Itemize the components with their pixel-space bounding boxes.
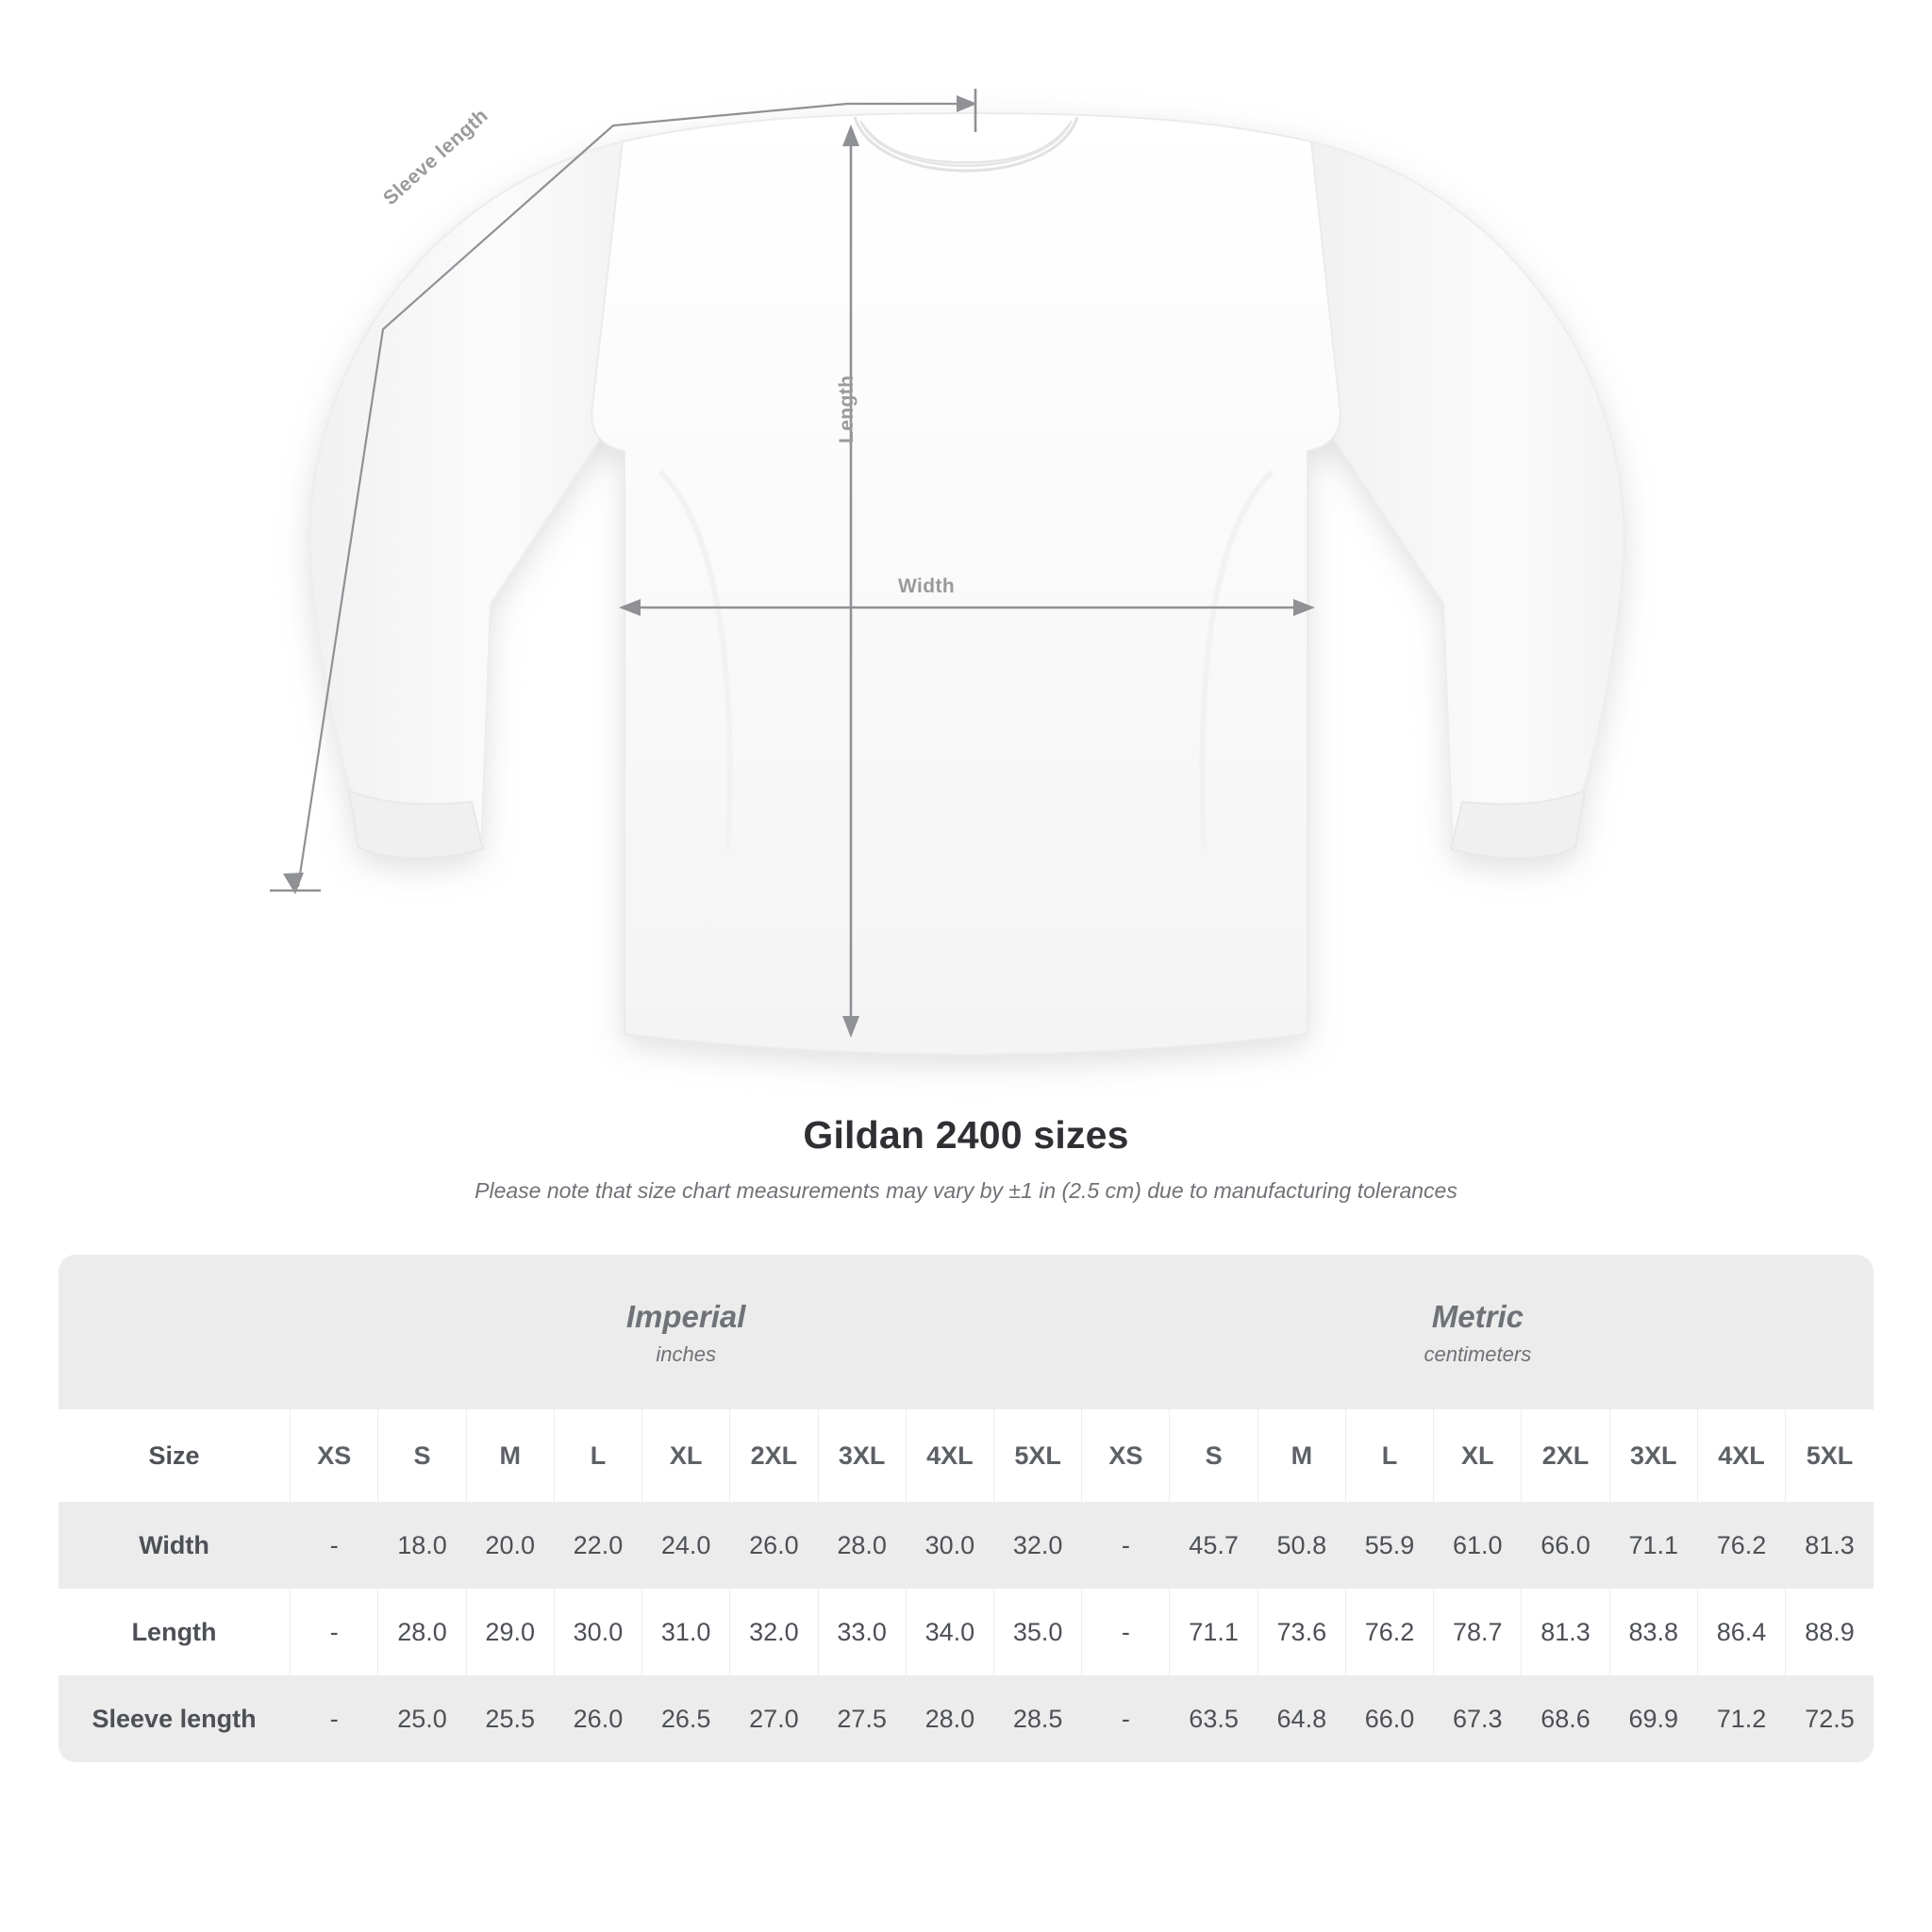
- size-header-cell-metric: 2XL: [1522, 1409, 1609, 1502]
- unit-group-sub: inches: [656, 1341, 716, 1366]
- measurement-cell-imperial: -: [291, 1589, 378, 1675]
- size-header-cell-metric: M: [1257, 1409, 1345, 1502]
- measurement-cell-imperial: 27.5: [818, 1675, 906, 1762]
- measurement-cell-metric: 71.2: [1697, 1675, 1785, 1762]
- measurement-cell-metric: 76.2: [1345, 1589, 1433, 1675]
- size-header-cell-imperial: 3XL: [818, 1409, 906, 1502]
- size-header-cell-metric: XL: [1434, 1409, 1522, 1502]
- size-header-row: [58, 1409, 1874, 1502]
- measurement-cell-imperial: 32.0: [994, 1502, 1082, 1589]
- measurement-cell-metric: 71.1: [1609, 1502, 1697, 1589]
- size-header-cell-imperial: XL: [642, 1409, 730, 1502]
- measurement-cell-imperial: 30.0: [554, 1589, 641, 1675]
- measurement-cell-imperial: 34.0: [906, 1589, 993, 1675]
- unit-group-header: [291, 1255, 1082, 1409]
- size-header-cell-metric: S: [1170, 1409, 1257, 1502]
- measurement-cell-metric: 81.3: [1786, 1502, 1874, 1589]
- measurement-cell-imperial: 31.0: [642, 1589, 730, 1675]
- measurement-cell-imperial: 29.0: [466, 1589, 554, 1675]
- measurement-cell-imperial: 35.0: [994, 1589, 1082, 1675]
- measurement-cell-imperial: 26.0: [554, 1675, 641, 1762]
- measurement-cell-imperial: 26.5: [642, 1675, 730, 1762]
- measurement-cell-imperial: -: [291, 1502, 378, 1589]
- size-header-cell-imperial: 5XL: [994, 1409, 1082, 1502]
- size-header-cell-metric: 3XL: [1609, 1409, 1697, 1502]
- measurement-cell-metric: 73.6: [1257, 1589, 1345, 1675]
- unit-group-sub: centimeters: [1424, 1341, 1532, 1366]
- size-header-cell-metric: 4XL: [1697, 1409, 1785, 1502]
- measurement-cell-metric: 64.8: [1257, 1675, 1345, 1762]
- size-header-label: Size: [58, 1409, 291, 1502]
- size-header-cell-imperial: 4XL: [906, 1409, 993, 1502]
- unit-header-blank: [58, 1255, 291, 1409]
- size-header-cell-metric: L: [1345, 1409, 1433, 1502]
- measurement-cell-metric: 66.0: [1345, 1675, 1433, 1762]
- title-block: [0, 1113, 1932, 1204]
- measurement-cell-imperial: -: [291, 1675, 378, 1762]
- measurement-cell-imperial: 24.0: [642, 1502, 730, 1589]
- measurement-label: Length: [58, 1589, 291, 1675]
- table-row: [58, 1589, 1874, 1675]
- measurement-cell-imperial: 26.0: [730, 1502, 818, 1589]
- measurement-cell-metric: 86.4: [1697, 1589, 1785, 1675]
- size-header-cell-imperial: S: [378, 1409, 466, 1502]
- size-header-cell-metric: XS: [1082, 1409, 1170, 1502]
- size-header-cell-imperial: XS: [291, 1409, 378, 1502]
- length-dimension-label: Length: [836, 375, 858, 443]
- measurement-cell-imperial: 32.0: [730, 1589, 818, 1675]
- size-header-cell-imperial: M: [466, 1409, 554, 1502]
- measurement-cell-imperial: 18.0: [378, 1502, 466, 1589]
- measurement-cell-metric: 63.5: [1170, 1675, 1257, 1762]
- measurement-cell-metric: 45.7: [1170, 1502, 1257, 1589]
- measurement-cell-metric: 50.8: [1257, 1502, 1345, 1589]
- measurement-cell-imperial: 22.0: [554, 1502, 641, 1589]
- measurement-label: Sleeve length: [58, 1675, 291, 1762]
- unit-group-name: Metric: [1431, 1299, 1524, 1335]
- measurement-cell-metric: 81.3: [1522, 1589, 1609, 1675]
- size-table: [58, 1255, 1874, 1762]
- measurement-cell-imperial: 25.0: [378, 1675, 466, 1762]
- table-row: [58, 1675, 1874, 1762]
- measurement-cell-metric: -: [1082, 1502, 1170, 1589]
- measurement-cell-metric: 69.9: [1609, 1675, 1697, 1762]
- measurement-label: Width: [58, 1502, 291, 1589]
- shirt-shape: [309, 113, 1624, 1055]
- measurement-cell-metric: 72.5: [1786, 1675, 1874, 1762]
- measurement-cell-metric: 83.8: [1609, 1589, 1697, 1675]
- size-header-cell-imperial: L: [554, 1409, 641, 1502]
- sleeve-length-dimension-label: Sleeve length: [379, 104, 492, 210]
- measurement-cell-imperial: 25.5: [466, 1675, 554, 1762]
- measurement-cell-metric: 67.3: [1434, 1675, 1522, 1762]
- tolerance-note: Please note that size chart measurements may vary by ±1 in (2.5 cm) due to manufacturing tolerances: [475, 1178, 1457, 1203]
- measurement-cell-metric: 66.0: [1522, 1502, 1609, 1589]
- measurement-cell-imperial: 20.0: [466, 1502, 554, 1589]
- table-row: [58, 1502, 1874, 1589]
- size-table-wrapper: [58, 1255, 1874, 1762]
- measurement-cell-metric: 61.0: [1434, 1502, 1522, 1589]
- width-dimension-label: Width: [898, 575, 956, 597]
- measurement-cell-metric: -: [1082, 1675, 1170, 1762]
- measurement-cell-metric: 71.1: [1170, 1589, 1257, 1675]
- measurement-cell-metric: 88.9: [1786, 1589, 1874, 1675]
- measurement-cell-imperial: 28.5: [994, 1675, 1082, 1762]
- measurement-cell-imperial: 33.0: [818, 1589, 906, 1675]
- unit-header-row: [58, 1255, 1874, 1409]
- measurement-cell-metric: -: [1082, 1589, 1170, 1675]
- measurement-cell-metric: 55.9: [1345, 1502, 1433, 1589]
- measurement-cell-metric: 78.7: [1434, 1589, 1522, 1675]
- measurement-cell-imperial: 28.0: [906, 1675, 993, 1762]
- unit-group-header: [1082, 1255, 1874, 1409]
- measurement-cell-metric: 76.2: [1697, 1502, 1785, 1589]
- size-header-cell-metric: 5XL: [1786, 1409, 1874, 1502]
- page-title: Gildan 2400 sizes: [803, 1113, 1129, 1157]
- measurement-cell-imperial: 28.0: [378, 1589, 466, 1675]
- measurement-cell-imperial: 30.0: [906, 1502, 993, 1589]
- measurement-cell-imperial: 28.0: [818, 1502, 906, 1589]
- measurement-cell-metric: 68.6: [1522, 1675, 1609, 1762]
- size-header-cell-imperial: 2XL: [730, 1409, 818, 1502]
- unit-group-name: Imperial: [625, 1299, 746, 1335]
- measurement-cell-imperial: 27.0: [730, 1675, 818, 1762]
